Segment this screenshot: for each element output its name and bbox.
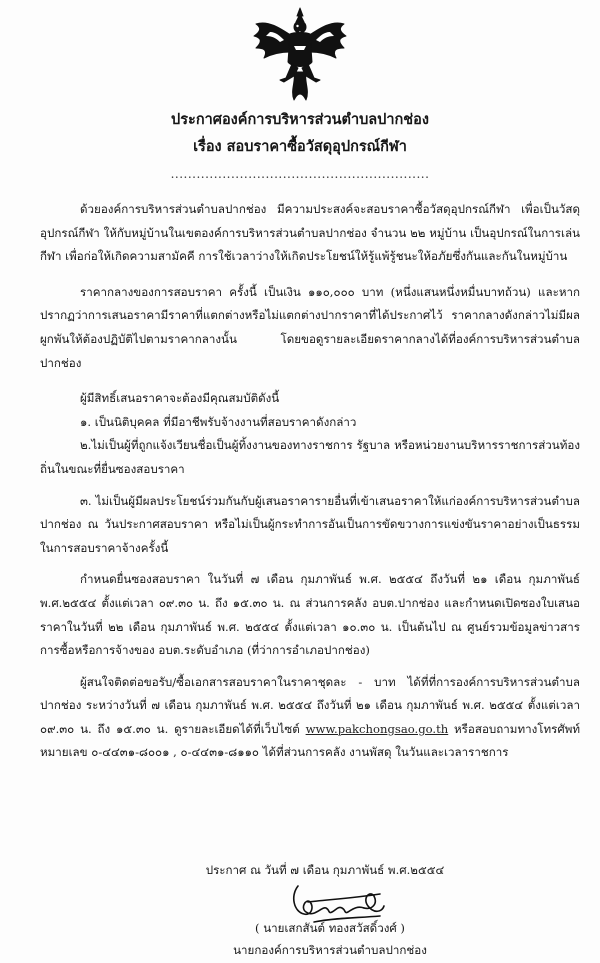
garuda-emblem-icon bbox=[250, 6, 350, 102]
qualification-item-2: ๒.ไม่เป็นผู้ที่ถูกแจ้งเวียนชื่อเป็นผู้ทิ้งงานของทางราชการ รัฐบาล หรือหน่วยงานบริหารราชการส่วนท้องถิ่นในขณะที่ยื่นซองสอบราคา bbox=[40, 438, 580, 476]
announcement-subject: เรื่อง สอบราคาซื้อวัสดุอุปกรณ์กีฬา bbox=[193, 138, 407, 155]
documents-text-before-link: ผู้สนใจติดต่อขอรับ/ซื้อเอกสารสอบราคาในราคาชุดละ - บาท ได้ที่ที่การองค์การบริหารส่วนตำบลปากช่อง ระหว่างวันที่ ๗ เดือน กุมภาพันธ์ พ.ศ. ๒๕๕๔ ถึงวันที่ ๒๑ เดือน กุมภาพันธ์ พ.ศ. ๒๕๕๔ ตั้งแต่เวลา ๐๙.๓๐ น. ถึง ๑๕.๓๐ น. ดูรายละเอียดได้ที่เว็บไซต์ bbox=[40, 674, 580, 736]
announcement-date: ประกาศ ณ วันที่ ๗ เดือน กุมภาพันธ์ พ.ศ.๒๕๕๔ bbox=[205, 863, 445, 877]
qualification-item-1: ๑. เป็นนิติบุคคล ที่มีอาชีพรับจ้างงานที่สอบราคาดังกล่าว bbox=[80, 414, 357, 429]
announcement-title: ประกาศองค์การบริหารส่วนตำบลปากช่อง bbox=[171, 111, 429, 128]
paragraph-documents bbox=[40, 671, 580, 765]
website-link[interactable]: www.pakchongsao.go.th bbox=[305, 721, 449, 736]
qualifications-heading: ผู้มีสิทธิ์เสนอราคาจะต้องมีคุณสมบัติดังนี้ bbox=[80, 391, 280, 406]
title-separator: ............................................................ bbox=[170, 167, 430, 181]
announcement-body bbox=[40, 198, 580, 773]
documents-text-after-link: หรือสอบถามทางโทรศัพท์ หมายเลข ๐-๔๔๓๑-๘๐๐๑ , ๐-๔๔๓๑-๘๑๑๐ ได้ที่ส่วนการคลัง งานพัสดุ ในวันและเวลาราชการ bbox=[40, 721, 580, 760]
paragraph-purpose: ด้วยองค์การบริหารส่วนตำบลปากช่อง มีความประสงค์จะสอบราคาซื้อวัสดุอุปกรณ์กีฬา เพื่อเป็นวัสดุอุปกรณ์กีฬา ให้กับหมู่บ้านในเขตองค์การบริหารส่วนตำบลปากช่อง จำนวน ๒๒ หมู่บ้าน เป็นอุปกรณ์ในการเล่นกีฬา เพื่อก่อให้เกิดความสามัคคี การใช้เวลาว่างให้เกิดประโยชน์ให้รู้แพ้รู้ชนะให้อภัยซึ่งกันและกันในหมู่บ้าน bbox=[40, 202, 580, 264]
qualification-item-3: ๓. ไม่เป็นผู้มีผลประโยชน์ร่วมกันกับผู้เสนอราคารายอื่นที่เข้าเสนอราคาให้แก่องค์การบริหารส่วนตำบลปากช่อง ณ วันประกาศสอบราคา หรือไม่เป็นผู้กระทำการอันเป็นการขัดขวางการแข่งขันราคาอย่างเป็นธรรมในการสอบราคาจ้างครั้งนี้ bbox=[40, 493, 580, 555]
signer-name: ( นายเสกสันต์ ทองสวัสดิ์วงศ์ ) bbox=[255, 921, 405, 935]
signer-position: นายกองค์การบริหารส่วนตำบลปากช่อง bbox=[233, 943, 427, 957]
paragraph-median-price: ราคากลางของการสอบราคา ครั้งนี้ เป็นเงิน ๑๑๐,๐๐๐ บาท (หนึ่งแสนหนึ่งหมื่นบาทถ้วน) และหากปรากฏว่าการเสนอราคามีราคาที่แตกต่างหรือไม่แตกต่างปากราคาที่ได้ประกาศไว้ ราคากลางดังกล่าวไม่มีผลผูกพันให้ต้องปฏิบัติไปตามราคากลางนั้น โดยขอดูรายละเอียดราคากลางได้ที่องค์การบริหารส่วนตำบลปากช่อง bbox=[40, 284, 580, 370]
paragraph-schedule: กำหนดยื่นซองสอบราคา ในวันที่ ๗ เดือน กุมภาพันธ์ พ.ศ. ๒๕๕๔ ถึงวันที่ ๒๑ เดือน กุมภาพันธ์ พ.ศ.๒๕๕๔ ตั้งแต่เวลา ๐๙.๓๐ น. ถึง ๑๕.๓๐ น. ณ ส่วนการคลัง อบต.ปากช่อง และกำหนดเปิดซองใบเสนอราคาในวันที่ ๒๒ เดือน กุมภาพันธ์ พ.ศ. ๒๕๕๔ ตั้งแต่เวลา ๑๐.๓๐ น. เป็นต้นไป ณ ศูนย์รวมข้อมูลข่าวสารการซื้อหรือการจ้างของ อบต.ระดับอำเภอ (ที่ว่าการอำเภอปากช่อง) bbox=[40, 572, 580, 658]
